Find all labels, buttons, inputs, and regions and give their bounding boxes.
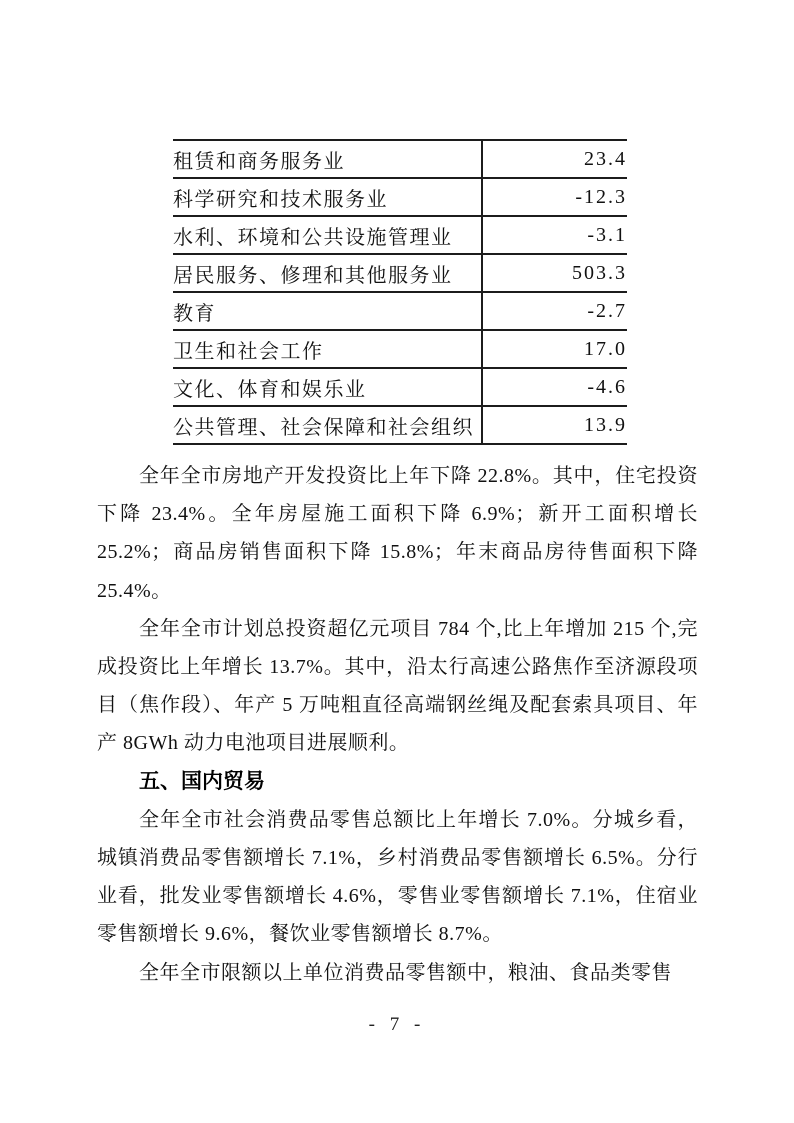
page-content [97, 139, 698, 992]
page-number: - 7 - [368, 1014, 426, 1035]
table-row [173, 216, 627, 254]
paragraph-major-projects: 全年全市计划总投资超亿元项目 784 个,比上年增加 215 个,完成投资比上年增长 13.7%。其中，沿太行高速公路焦作至济源段项目（焦作段）、年产 5 万吨粗直径高端钢丝绳及配套索具项目、年产 8GWh 动力电池项目进展顺利。 [97, 617, 698, 755]
table-row [173, 140, 627, 178]
paragraph-real-estate-investment: 全年全市房地产开发投资比上年下降 22.8%。其中，住宅投资下降 23.4%。全年房屋施工面积下降 6.9%；新开工面积增长 25.2%；商品房销售面积下降 15.8%；年末商品房待售面积下降 25.4%。 [97, 465, 698, 602]
row-value: -3.1 [482, 216, 627, 254]
row-value: 23.4 [482, 140, 627, 178]
table-row [173, 406, 627, 444]
section-heading-domestic-trade: 五、国内贸易 [139, 769, 265, 793]
row-label: 科学研究和技术服务业 [173, 178, 482, 216]
row-value: 13.9 [482, 406, 627, 444]
row-label: 水利、环境和公共设施管理业 [173, 216, 482, 254]
row-label: 教育 [173, 292, 482, 330]
industry-growth-table [173, 139, 627, 445]
paragraph-retail-sales: 全年全市社会消费品零售总额比上年增长 7.0%。分城乡看，城镇消费品零售额增长 7.1%，乡村消费品零售额增长 6.5%。分行业看，批发业零售额增长 4.6%，零售业零售额增长 7.1%，住宿业零售额增长 9.6%，餐饮业零售额增长 8.7%。 [97, 808, 698, 946]
paragraph-limited-units-retail: 全年全市限额以上单位消费品零售额中，粮油、食品类零售 [139, 961, 672, 984]
row-label: 租赁和商务服务业 [173, 140, 482, 178]
body-text [97, 457, 698, 992]
row-value: -12.3 [482, 178, 627, 216]
row-value: -2.7 [482, 292, 627, 330]
table-row [173, 292, 627, 330]
row-label: 公共管理、社会保障和社会组织 [173, 406, 482, 444]
row-value: 503.3 [482, 254, 627, 292]
row-label: 文化、体育和娱乐业 [173, 368, 482, 406]
row-label: 居民服务、修理和其他服务业 [173, 254, 482, 292]
row-value: -4.6 [482, 368, 627, 406]
table-row [173, 178, 627, 216]
table-row [173, 254, 627, 292]
table-row [173, 330, 627, 368]
table-row [173, 368, 627, 406]
row-value: 17.0 [482, 330, 627, 368]
row-label: 卫生和社会工作 [173, 330, 482, 368]
